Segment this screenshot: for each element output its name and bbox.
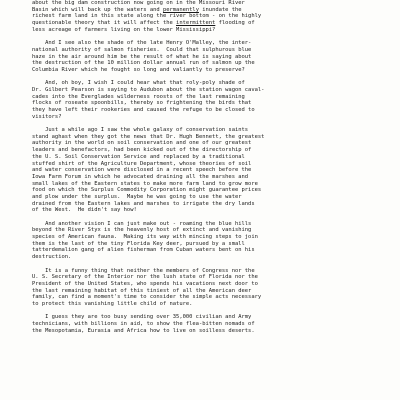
text-line <box>32 221 394 228</box>
text-segment: about the big dam construction now going on in the Missouri River <box>32 0 245 6</box>
text-segment: drained from the Eastern lakes and marshes to irrigate the dry lands <box>32 200 255 207</box>
text-line <box>32 254 394 261</box>
text-line <box>32 241 394 248</box>
text-line <box>32 154 394 161</box>
text-segment: species of American fauna. Making its way with mincing steps to join <box>32 234 258 241</box>
underlined-word: permanently <box>162 6 199 13</box>
text-line <box>32 134 394 141</box>
text-segment: inundate the <box>198 6 242 13</box>
text-line <box>32 301 394 308</box>
text-line <box>32 54 394 61</box>
text-segment: they have left their rookeries and caused the refuge to be closed to <box>32 107 255 113</box>
text-segment: to protect this vanishing little child of nature. <box>32 300 193 307</box>
text-line <box>32 161 394 168</box>
text-line <box>32 174 394 181</box>
paragraph-gap <box>32 214 394 221</box>
text-segment: I guess they are too busy sending over 35,000 civilian and Army <box>32 314 252 321</box>
text-line <box>32 27 394 34</box>
text-line <box>32 40 394 47</box>
text-segment: President of the United States, who spends his vacations next door to <box>32 280 258 287</box>
text-line <box>32 60 394 67</box>
text-segment: It is a funny thing that neither the members of Congress nor the <box>32 267 255 274</box>
text-segment: Dr. Gilbert Pearson is saying to Audubon about the station wagon caval- <box>32 86 265 93</box>
text-line <box>32 47 394 54</box>
underlined-word: intermittent <box>176 20 216 27</box>
text-line <box>32 181 394 188</box>
text-segment: of the West. He didn't say how! <box>32 207 137 214</box>
text-segment: them is the last of the tiny Florida Key deer, pursued by a small <box>32 240 245 247</box>
text-line <box>32 207 394 214</box>
text-line <box>32 328 394 335</box>
text-segment: flooding of <box>215 20 255 27</box>
paragraph-gap <box>32 33 394 40</box>
text-line <box>32 268 394 275</box>
text-line <box>32 187 394 194</box>
text-segment: the Mesopotamia, Eurasia and Africa how to live on soilless deserts. <box>32 327 255 334</box>
text-line <box>32 20 394 27</box>
text-line <box>32 114 394 121</box>
text-segment: Just a while ago I saw the whole galaxy of conservation saints <box>32 127 249 134</box>
text-segment: U. S. Secretary of the Interior nor the lush state of Florida nor the <box>32 274 258 281</box>
text-segment: technicians, with billions in aid, to show the flea-bitten nomads of <box>32 321 255 327</box>
text-line <box>32 67 394 74</box>
text-segment: and plow under the surplus. Maybe he was going to use the water <box>32 193 242 200</box>
text-segment: tatterdemalion gang of alien fisherman from Cuban waters bent on his <box>32 247 255 254</box>
text-segment: beyond the River Styx is the heavenly host of extinct and vanishing <box>32 227 252 234</box>
text-segment: national authority of salmon fisheries. Could that sulphurous blue <box>32 46 252 53</box>
text-segment: Iowa Farm Forum in which he advocated draining all the marshes and <box>32 173 249 180</box>
text-line <box>32 0 394 7</box>
text-line <box>32 87 394 94</box>
text-line <box>32 201 394 208</box>
text-line <box>32 7 394 14</box>
text-line <box>32 274 394 281</box>
text-line <box>32 294 394 301</box>
text-segment: leaders and benefactors, had been kicked out of the directorship of <box>32 147 252 154</box>
paragraph-gap <box>32 308 394 315</box>
text-line <box>32 127 394 134</box>
text-line <box>32 140 394 147</box>
text-segment: flocks of roseate spoonbills, thereby so frightening the birds that <box>32 100 252 107</box>
text-segment: And another vision I can just make out - roaming the blue hills <box>32 220 252 227</box>
text-segment: the destruction of the 10 million dollar annual run of salmon up the <box>32 60 255 67</box>
text-line <box>32 147 394 154</box>
text-line <box>32 281 394 288</box>
text-segment: And, oh boy, I wish I could hear what that roly-poly shade of <box>32 80 245 87</box>
text-line <box>32 194 394 201</box>
text-line <box>32 107 394 114</box>
text-line <box>32 13 394 20</box>
text-line <box>32 288 394 295</box>
text-segment: haze in the air around him be the result of what he is saying about <box>32 53 252 60</box>
text-line <box>32 321 394 328</box>
text-segment: stand aghast when they got the news that Dr. Hugh Bennett, the greatest <box>32 133 265 140</box>
document-body <box>32 0 394 334</box>
text-segment: and water conservation were disclosed in a recent speech before the <box>32 167 252 174</box>
text-segment: richest farm land in this state along the river bottom - on the highly <box>32 13 262 20</box>
text-line <box>32 80 394 87</box>
paragraph-gap <box>32 120 394 127</box>
text-segment: the last remaining habitat of this tiniest of all the American deer <box>32 287 252 294</box>
text-line <box>32 314 394 321</box>
text-segment: cades into the Everglades wilderness roosts of the last remaining <box>32 93 245 100</box>
text-line <box>32 94 394 101</box>
paragraph-gap <box>32 74 394 81</box>
text-segment: authority in the world on soil conservation and one of our greatest <box>32 140 252 147</box>
text-line <box>32 167 394 174</box>
text-segment: family, can find a moment's time to consider the simple acts necessary <box>32 294 262 301</box>
paragraph-gap <box>32 261 394 268</box>
text-segment: destruction. <box>32 254 72 261</box>
text-line <box>32 247 394 254</box>
text-segment: visitors? <box>32 113 62 120</box>
text-segment: less acreage of farmers living on the lower Mississippi? <box>32 26 216 33</box>
text-line <box>32 100 394 107</box>
text-segment: Basin which will back up the waters and <box>32 6 163 13</box>
text-segment: Columbia River which he fought so long and valiantly to preserve? <box>32 66 245 73</box>
text-segment: food on which the Surplus Commodity Corporation might guarantee prices <box>32 187 262 194</box>
text-segment: the U. S. Soil Conservation Service and replaced by a traditional <box>32 153 245 160</box>
text-line <box>32 227 394 234</box>
text-segment: And I see also the shade of the late Henry O'Malley, the inter- <box>32 40 252 47</box>
text-segment: stuffed shirt of the Agriculture Department, whose theories of soil <box>32 160 252 167</box>
text-line <box>32 234 394 241</box>
text-segment: questionable theory that it will affect the <box>32 20 177 27</box>
text-segment: small lakes of the Eastern states to make more farm land to grow more <box>32 180 258 187</box>
